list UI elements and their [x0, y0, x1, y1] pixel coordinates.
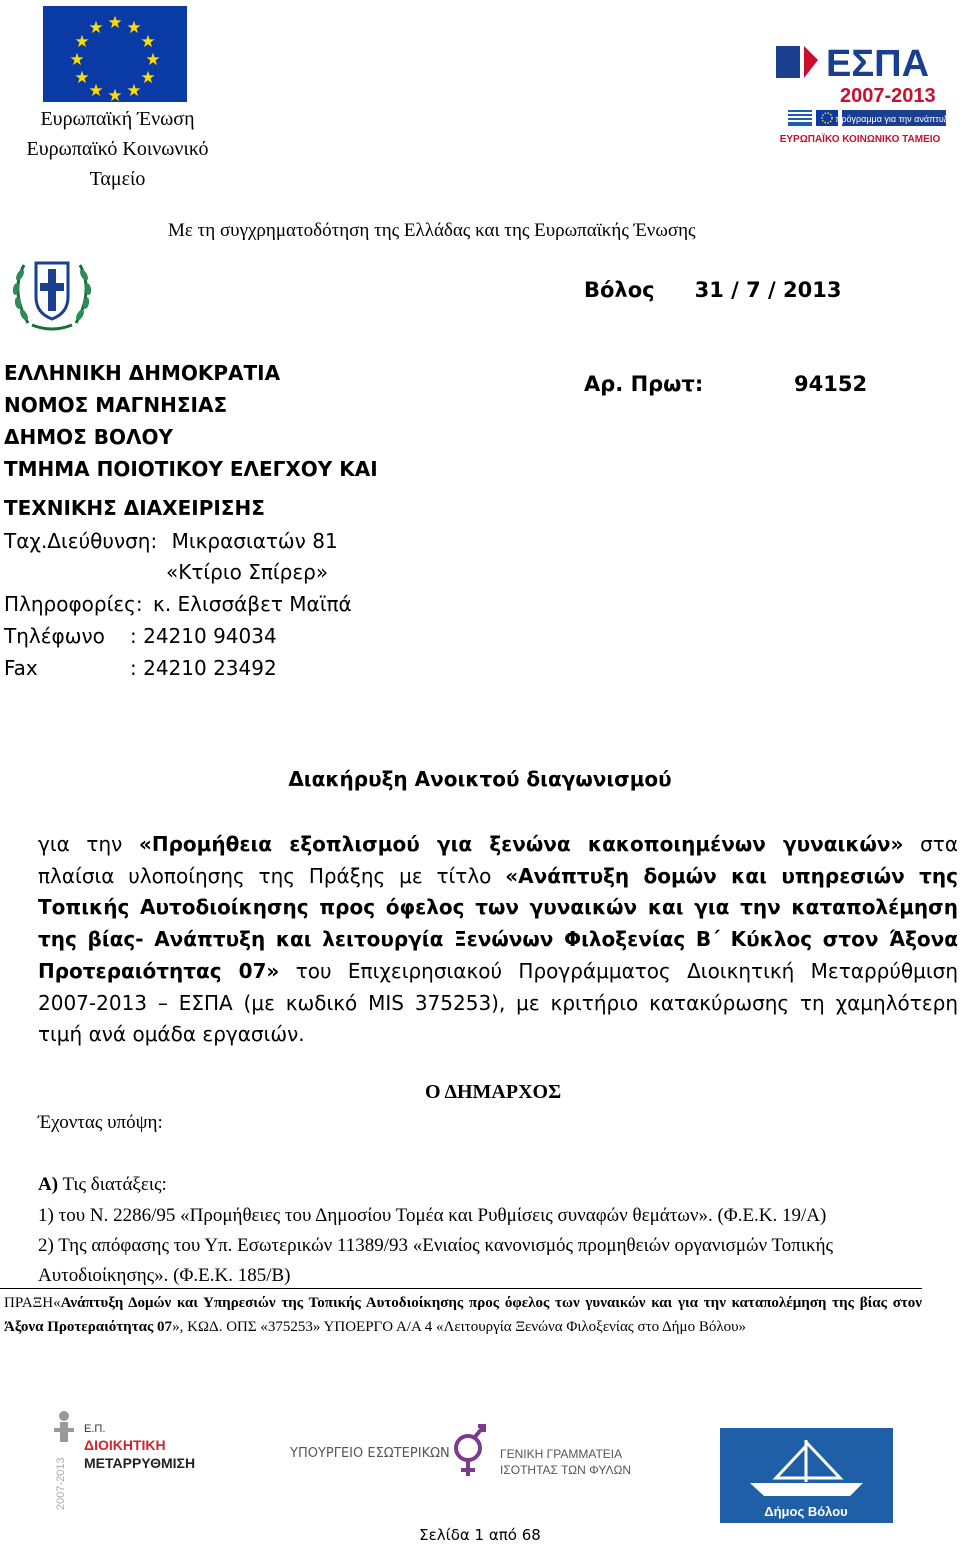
svg-text:★: ★ — [126, 18, 142, 38]
dm-line2: ΜΕΤΑΡΡΥΘΜΙΣΗ — [84, 1455, 196, 1471]
svg-text:★: ★ — [69, 50, 85, 70]
volos-municipality-logo — [720, 1428, 893, 1523]
laws-heading — [38, 1174, 167, 1196]
eu-line: Ταμείο — [89, 168, 146, 190]
document-title: Διακήρυξη Ανοικτού διαγωνισμού — [288, 767, 672, 791]
phone-label: Τηλέφωνο — [4, 624, 105, 648]
main-paragraph — [38, 829, 958, 1051]
svg-text:★: ★ — [145, 50, 161, 70]
svg-text:★: ★ — [74, 32, 90, 52]
svg-text:★: ★ — [74, 68, 90, 88]
info-row — [4, 592, 352, 616]
info-value: κ. Ελισσάβετ Μαϊπά — [153, 592, 352, 616]
para-text: του Επιχειρησιακού Προγράμματος Διοικητική Μεταρρύθμιση 2007-2013 – ΕΣΠΑ (με κωδικό MIS 375253), με κριτήριο κατακύρωσης τη χαμηλότερη τιμή ανά ομάδα εργασιών. — [38, 958, 958, 1047]
ministry-interior-logo: ΥΠΟΥΡΓΕΙΟ ΕΣΩΤΕΡΙΚΩΝ — [290, 1446, 450, 1461]
considering-label: Έχοντας υπόψη: — [38, 1112, 163, 1133]
svg-text:★: ★ — [88, 18, 104, 38]
address-value: Μικρασιατών 81 — [171, 529, 338, 553]
authority-line: ΤΕΧΝΙΚΗΣ ΔΙΑΧΕΙΡΙΣΗΣ — [4, 496, 265, 520]
gg-line1: ΓΕΝΙΚΗ ΓΡΑΜΜΑΤΕΙΑ — [500, 1447, 623, 1461]
svg-text:★: ★ — [107, 13, 123, 33]
footer-text: », ΚΩΔ. ΟΠΣ «375253» ΥΠΟΕΡΓΟ Α/Α 4 «Λειτουργία Ξενώνα Φιλοξενίας στο Δήμο Βόλου» — [172, 1319, 747, 1335]
building-value: «Κτίριο Σπίρερ» — [166, 560, 329, 584]
dioikitiki-metarrythmisi-logo — [50, 1406, 200, 1516]
espa-tagline: πρόγραμμα για την ανάπτυξη — [835, 114, 950, 124]
footer-bold: Ανάπτυξη Δομών και Υπηρεσιών της Τοπικής Αυτοδιοίκησης προς όφελος των γυναικών και για την καταπολέμηση της βίας στον Άξονα Προτεραιότητας 07 — [4, 1295, 922, 1335]
page-number: Σελίδα 1 από 68 — [419, 1526, 541, 1544]
svg-text:★: ★ — [140, 32, 156, 52]
place-date — [584, 278, 841, 302]
dm-line1: ΔΙΟΙΚΗΤΙΚΗ — [84, 1437, 166, 1453]
dm-years: 2007-2013 — [55, 1457, 67, 1510]
espa-title: ΕΣΠΑ — [826, 43, 930, 85]
authority-line: ΤΜΗΜΑ ΠΟΙΟΤΙΚΟΥ ΕΛΕΓΧΟΥ ΚΑΙ — [4, 457, 378, 481]
authority-line: ΔΗΜΟΣ ΒΟΛΟΥ — [4, 425, 173, 449]
cofunding-line: Με τη συγχρηματοδότηση της Ελλάδας και της Ευρωπαϊκής Ένωσης — [168, 220, 696, 241]
eu-flag-logo — [43, 6, 187, 102]
fax-label: Fax — [4, 656, 38, 680]
phone-value: : 24210 94034 — [130, 624, 277, 648]
eu-name-block — [0, 104, 235, 194]
eu-line: Ευρωπαϊκό Κοινωνικό — [26, 138, 209, 160]
para-text: στα πλαίσια υλοποίησης της Πράξης με τίτλο — [38, 832, 959, 888]
place: Βόλος — [584, 278, 655, 302]
protocol-number — [584, 372, 868, 396]
date: 31 / 7 / 2013 — [694, 278, 842, 302]
para-bold: «Ανάπτυξη δομών και υπηρεσιών της Τοπικής Αυτοδιοίκησης προς όφελος των γυναικών και για την καταπολέμηση της βίας- Ανάπτυξη και λειτουργία Ξενώνων Φιλοξενίας Β΄ Κύκλος στον Άξονα Προτεραιότητας 07» — [38, 863, 959, 983]
info-label: Πληροφορίες: — [4, 592, 143, 616]
laws-heading-text: Τις διατάξεις: — [58, 1174, 167, 1195]
svg-text:★: ★ — [107, 86, 123, 102]
greek-flag-icon — [788, 110, 812, 126]
dm-ep: Ε.Π. — [84, 1423, 106, 1435]
footer-note — [4, 1291, 922, 1339]
address-row — [4, 529, 338, 553]
law-item: 1) του Ν. 2286/95 «Προμήθειες του Δημοσίου Τομέα και Ρυθμίσεις συναφών θεμάτων». (Φ.Ε.Κ. 19/Α) — [38, 1205, 827, 1226]
svg-text:★: ★ — [140, 68, 156, 88]
law-item-continued: Αυτοδιοίκησης». (Φ.Ε.Κ. 185/Β) — [38, 1265, 291, 1286]
espa-fund: ΕΥΡΩΠΑΪΚΟ ΚΟΙΝΩΝΙΚΟ ΤΑΜΕΙΟ — [779, 134, 941, 145]
espa-logo — [770, 38, 950, 156]
address-label: Ταχ.Διεύθυνση: — [4, 529, 158, 553]
volos-name: Δήμος Βόλου — [764, 1504, 848, 1519]
mayor-heading: Ο ΔΗΜΑΡΧΟΣ — [425, 1081, 562, 1103]
footer-divider — [0, 1288, 922, 1289]
protocol-value: 94152 — [794, 372, 868, 396]
para-text: για την — [38, 832, 139, 856]
footer-text: ΠΡΑΞΗ« — [4, 1295, 61, 1311]
authority-line: ΝΟΜΟΣ ΜΑΓΝΗΣΙΑΣ — [4, 393, 228, 417]
laws-heading-bold: Α) — [38, 1174, 59, 1195]
fax-value: : 24210 23492 — [130, 656, 277, 680]
eu-line: Ευρωπαϊκή Ένωση — [40, 108, 195, 130]
protocol-label: Αρ. Πρωτ: — [584, 372, 704, 396]
espa-years: 2007-2013 — [840, 85, 936, 107]
svg-text:★: ★ — [88, 81, 104, 101]
gg-line2: ΙΣΟΤΗΤΑΣ ΤΩΝ ΦΥΛΩΝ — [500, 1463, 632, 1477]
law-item: 2) Της απόφασης του Υπ. Εσωτερικών 11389/93 «Ενιαίος κανονισμός προμηθειών οργανισμών Τοπικής — [38, 1235, 834, 1256]
para-bold: «Προμήθεια εξοπλισμού για ξενώνα κακοποιημένων γυναικών» — [138, 832, 904, 856]
greek-coat-of-arms-icon — [2, 245, 102, 337]
gender-equality-logo — [448, 1418, 648, 1488]
svg-text:★: ★ — [126, 81, 142, 101]
authority-line: ΕΛΛΗΝΙΚΗ ΔΗΜΟΚΡΑΤΙΑ — [4, 361, 281, 385]
